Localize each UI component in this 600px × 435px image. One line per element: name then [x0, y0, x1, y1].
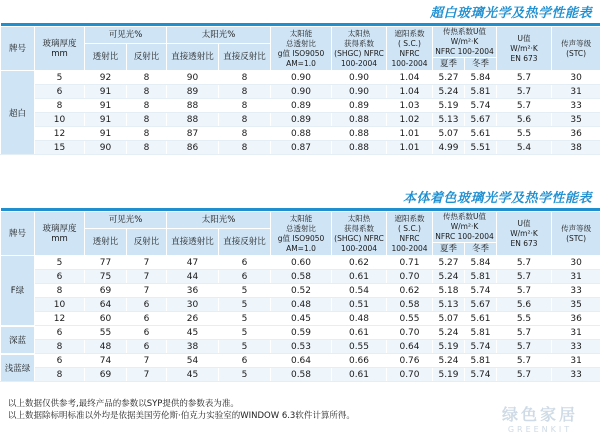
footnotes	[8, 398, 355, 422]
header-u-nfrc: 传热系数U值 W/m²·K NFRC 100-2004	[433, 27, 497, 58]
data-cell: 12	[35, 127, 85, 141]
table-row	[1, 298, 600, 312]
brand-cell: F绿	[1, 256, 35, 326]
data-cell: 5.74	[465, 284, 497, 298]
ultra-clear-glass-table	[0, 23, 600, 155]
data-cell: 5.61	[465, 312, 497, 326]
data-cell: 74	[85, 354, 127, 368]
header-solar: 太阳光%	[167, 27, 271, 44]
data-cell: 38	[552, 141, 600, 155]
data-cell: 0.51	[332, 298, 387, 312]
data-cell: 33	[552, 368, 600, 382]
data-cell: 69	[85, 284, 127, 298]
data-cell: 30	[552, 71, 600, 85]
data-cell: 90	[85, 141, 127, 155]
data-cell: 0.71	[387, 256, 433, 270]
table-row	[1, 141, 600, 155]
data-cell: 6	[127, 298, 167, 312]
data-cell: 7	[127, 354, 167, 368]
data-cell: 8	[127, 127, 167, 141]
data-cell: 1.04	[387, 85, 433, 99]
data-cell: 1.02	[387, 113, 433, 127]
data-cell: 5.13	[433, 298, 465, 312]
data-cell: 5	[219, 340, 271, 354]
watermark-en: GREENKIT	[507, 425, 573, 434]
data-cell: 5.7	[497, 284, 552, 298]
header-vis-refl: 反射比	[127, 44, 167, 71]
header-sc: 遮阳系数 ( S.C.) NFRC 100-2004	[387, 27, 433, 71]
data-cell: 0.87	[271, 141, 332, 155]
data-cell: 8	[127, 99, 167, 113]
data-cell: 5.5	[497, 127, 552, 141]
data-cell: 0.88	[332, 127, 387, 141]
header-stc: 传声等级 (STC)	[552, 212, 600, 256]
data-cell: 86	[167, 141, 219, 155]
data-cell: 36	[167, 284, 219, 298]
data-cell: 5.19	[433, 99, 465, 113]
data-cell: 33	[552, 340, 600, 354]
data-cell: 31	[552, 354, 600, 368]
header-winter: 冬季	[465, 58, 497, 71]
data-cell: 5	[219, 368, 271, 382]
brand-cell: 浅蓝绿	[1, 354, 35, 382]
data-cell: 0.58	[271, 270, 332, 284]
data-cell: 31	[552, 85, 600, 99]
header-u-nfrc: 传热系数U值 W/m²·K NFRC 100-2004	[433, 212, 497, 243]
data-cell: 0.45	[271, 312, 332, 326]
data-cell: 5.7	[497, 71, 552, 85]
data-cell: 5.74	[465, 368, 497, 382]
data-cell: 8	[127, 113, 167, 127]
header-summer: 夏季	[433, 58, 465, 71]
data-cell: 10	[35, 113, 85, 127]
data-cell: 6	[35, 85, 85, 99]
header-vis-trans: 透射比	[85, 229, 127, 256]
table-row	[1, 284, 600, 298]
data-cell: 47	[167, 256, 219, 270]
data-cell: 5.74	[465, 99, 497, 113]
data-cell: 5.7	[497, 270, 552, 284]
header-u-en: U值 W/m²·K EN 673	[497, 212, 552, 256]
data-cell: 5	[35, 71, 85, 85]
data-cell: 5.24	[433, 270, 465, 284]
table2-title: 本体着色玻璃光学及热学性能表	[402, 191, 592, 206]
data-cell: 0.59	[271, 326, 332, 340]
table-row	[1, 99, 600, 113]
data-cell: 5.27	[433, 71, 465, 85]
data-cell: 6	[35, 326, 85, 340]
data-cell: 0.90	[271, 85, 332, 99]
table-row	[1, 113, 600, 127]
data-cell: 87	[167, 127, 219, 141]
data-cell: 8	[35, 368, 85, 382]
data-cell: 5.24	[433, 326, 465, 340]
data-cell: 1.03	[387, 99, 433, 113]
header-visible: 可见光%	[85, 212, 167, 229]
header-winter: 冬季	[465, 243, 497, 256]
header-solar: 太阳光%	[167, 212, 271, 229]
data-cell: 0.58	[271, 368, 332, 382]
data-cell: 4.99	[433, 141, 465, 155]
data-cell: 8	[219, 113, 271, 127]
data-cell: 7	[127, 368, 167, 382]
header-total-solar: 太阳能 总透射比 g值 ISO9050 AM=1.0	[271, 212, 332, 256]
data-cell: 1.01	[387, 127, 433, 141]
data-cell: 5.81	[465, 270, 497, 284]
data-cell: 5.84	[465, 256, 497, 270]
data-cell: 5.07	[433, 127, 465, 141]
data-cell: 0.61	[332, 368, 387, 382]
data-cell: 8	[219, 127, 271, 141]
data-cell: 5.7	[497, 256, 552, 270]
data-cell: 0.52	[271, 284, 332, 298]
data-cell: 5.61	[465, 127, 497, 141]
data-cell: 5.19	[433, 368, 465, 382]
data-cell: 5.5	[497, 312, 552, 326]
data-cell: 1.04	[387, 71, 433, 85]
data-cell: 8	[127, 71, 167, 85]
header-brand: 牌号	[1, 27, 35, 71]
data-cell: 8	[219, 99, 271, 113]
data-cell: 6	[127, 326, 167, 340]
data-cell: 0.61	[332, 326, 387, 340]
data-cell: 5.7	[497, 368, 552, 382]
data-cell: 8	[127, 141, 167, 155]
data-cell: 0.70	[387, 326, 433, 340]
data-cell: 6	[127, 312, 167, 326]
table-row	[1, 270, 600, 284]
data-cell: 38	[167, 340, 219, 354]
data-cell: 55	[85, 326, 127, 340]
data-cell: 5	[219, 326, 271, 340]
header-visible: 可见光%	[85, 27, 167, 44]
data-cell: 0.60	[271, 256, 332, 270]
data-cell: 0.48	[332, 312, 387, 326]
data-cell: 6	[35, 354, 85, 368]
data-cell: 5.7	[497, 99, 552, 113]
data-cell: 64	[85, 298, 127, 312]
data-cell: 88	[167, 113, 219, 127]
data-cell: 6	[127, 340, 167, 354]
data-cell: 0.55	[332, 340, 387, 354]
data-cell: 30	[167, 298, 219, 312]
footnote-2: 以上数据除标明标准以外均是依据美国劳伦斯·伯克力实验室的WINDOW 6.3软件计算所得。	[8, 411, 355, 421]
data-cell: 0.55	[387, 312, 433, 326]
header-vis-refl: 反射比	[127, 229, 167, 256]
table-row	[1, 85, 600, 99]
data-cell: 5.7	[497, 85, 552, 99]
brand-cell: 深蓝	[1, 326, 35, 354]
data-cell: 5	[35, 256, 85, 270]
table-row	[1, 127, 600, 141]
body-tinted-glass-table	[0, 208, 600, 382]
data-cell: 8	[219, 71, 271, 85]
data-cell: 91	[85, 113, 127, 127]
data-cell: 0.64	[271, 354, 332, 368]
data-cell: 31	[552, 270, 600, 284]
header-brand: 牌号	[1, 212, 35, 256]
data-cell: 5.18	[433, 284, 465, 298]
data-cell: 0.90	[332, 85, 387, 99]
data-cell: 6	[35, 270, 85, 284]
data-cell: 0.70	[387, 368, 433, 382]
footnote-1: 以上数据仅供参考,最终产品的参数以SYP提供的参数表为准。	[8, 399, 239, 409]
header-summer: 夏季	[433, 243, 465, 256]
data-cell: 0.62	[387, 284, 433, 298]
data-cell: 5.4	[497, 141, 552, 155]
data-cell: 7	[127, 270, 167, 284]
data-cell: 5	[219, 284, 271, 298]
header-sol-direct-refl: 直接反射比	[219, 229, 271, 256]
data-cell: 45	[167, 326, 219, 340]
data-cell: 5.6	[497, 113, 552, 127]
data-cell: 33	[552, 99, 600, 113]
data-cell: 6	[219, 270, 271, 284]
data-cell: 0.53	[271, 340, 332, 354]
data-cell: 0.54	[332, 284, 387, 298]
data-cell: 0.90	[332, 71, 387, 85]
data-cell: 5.24	[433, 354, 465, 368]
data-cell: 5.19	[433, 340, 465, 354]
header-shgc: 太阳热 获得系数 (SHGC) NFRC 100-2004	[332, 212, 387, 256]
data-cell: 0.89	[271, 113, 332, 127]
data-cell: 10	[35, 298, 85, 312]
data-cell: 5.24	[433, 85, 465, 99]
header-vis-trans: 透射比	[85, 44, 127, 71]
data-cell: 5	[219, 312, 271, 326]
data-cell: 8	[219, 85, 271, 99]
table1-title: 超白玻璃光学及热学性能表	[429, 6, 592, 21]
data-cell: 5.81	[465, 354, 497, 368]
data-cell: 6	[219, 354, 271, 368]
table-row	[1, 354, 600, 368]
header-thickness: 玻璃厚度 mm	[35, 27, 85, 71]
data-cell: 0.48	[271, 298, 332, 312]
data-cell: 12	[35, 312, 85, 326]
data-cell: 7	[127, 256, 167, 270]
data-cell: 35	[552, 113, 600, 127]
data-cell: 5.13	[433, 113, 465, 127]
data-cell: 0.89	[332, 99, 387, 113]
data-cell: 77	[85, 256, 127, 270]
data-cell: 92	[85, 71, 127, 85]
data-cell: 5.51	[465, 141, 497, 155]
data-cell: 0.61	[332, 270, 387, 284]
data-cell: 91	[85, 99, 127, 113]
data-cell: 15	[35, 141, 85, 155]
data-cell: 8	[127, 85, 167, 99]
data-cell: 91	[85, 127, 127, 141]
table-row	[1, 71, 600, 85]
data-cell: 5.6	[497, 298, 552, 312]
header-u-en: U值 W/m²·K EN 673	[497, 27, 552, 71]
watermark-cn: 绿色家居	[501, 405, 578, 424]
data-cell: 0.90	[271, 71, 332, 85]
header-thickness: 玻璃厚度 mm	[35, 212, 85, 256]
table-row	[1, 256, 600, 270]
table-row	[1, 326, 600, 340]
data-cell: 69	[85, 368, 127, 382]
data-cell: 45	[167, 368, 219, 382]
data-cell: 0.88	[332, 141, 387, 155]
data-cell: 8	[35, 99, 85, 113]
data-cell: 0.88	[332, 113, 387, 127]
header-stc: 传声等级 (STC)	[552, 27, 600, 71]
table-row	[1, 368, 600, 382]
data-cell: 36	[552, 312, 600, 326]
header-sol-direct-refl: 直接反射比	[219, 44, 271, 71]
header-sc: 遮阳系数 ( S.C.) NFRC 100-2004	[387, 212, 433, 256]
data-cell: 88	[167, 99, 219, 113]
data-cell: 5.81	[465, 326, 497, 340]
data-cell: 0.58	[387, 298, 433, 312]
data-cell: 5.07	[433, 312, 465, 326]
data-cell: 0.89	[271, 99, 332, 113]
data-cell: 7	[127, 284, 167, 298]
header-sol-direct-trans: 直接透射比	[167, 44, 219, 71]
data-cell: 0.70	[387, 270, 433, 284]
watermark-logo	[502, 402, 578, 434]
data-cell: 8	[35, 340, 85, 354]
data-cell: 36	[552, 127, 600, 141]
data-cell: 31	[552, 326, 600, 340]
data-cell: 0.64	[387, 340, 433, 354]
data-cell: 30	[552, 256, 600, 270]
data-cell: 0.76	[387, 354, 433, 368]
data-cell: 54	[167, 354, 219, 368]
data-cell: 75	[85, 270, 127, 284]
header-shgc: 太阳热 获得系数 (SHGC) NFRC 100-2004	[332, 27, 387, 71]
data-cell: 5	[219, 298, 271, 312]
data-cell: 8	[35, 284, 85, 298]
data-cell: 5.67	[465, 298, 497, 312]
table-row	[1, 340, 600, 354]
data-cell: 6	[219, 256, 271, 270]
data-cell: 0.66	[332, 354, 387, 368]
data-cell: 35	[552, 298, 600, 312]
data-cell: 5.84	[465, 71, 497, 85]
header-sol-direct-trans: 直接透射比	[167, 229, 219, 256]
data-cell: 60	[85, 312, 127, 326]
data-cell: 33	[552, 284, 600, 298]
data-cell: 48	[85, 340, 127, 354]
data-cell: 1.01	[387, 141, 433, 155]
data-cell: 90	[167, 71, 219, 85]
header-total-solar: 太阳能 总透射比 g值 ISO9050 AM=1.0	[271, 27, 332, 71]
table-row	[1, 312, 600, 326]
data-cell: 5.7	[497, 354, 552, 368]
data-cell: 5.74	[465, 340, 497, 354]
data-cell: 8	[219, 141, 271, 155]
data-cell: 44	[167, 270, 219, 284]
data-cell: 5.67	[465, 113, 497, 127]
data-cell: 5.7	[497, 340, 552, 354]
data-cell: 89	[167, 85, 219, 99]
data-cell: 5.27	[433, 256, 465, 270]
data-cell: 5.81	[465, 85, 497, 99]
data-cell: 26	[167, 312, 219, 326]
data-cell: 5.7	[497, 326, 552, 340]
data-cell: 0.88	[271, 127, 332, 141]
data-cell: 0.62	[332, 256, 387, 270]
brand-cell: 超白	[1, 71, 35, 155]
data-cell: 91	[85, 85, 127, 99]
